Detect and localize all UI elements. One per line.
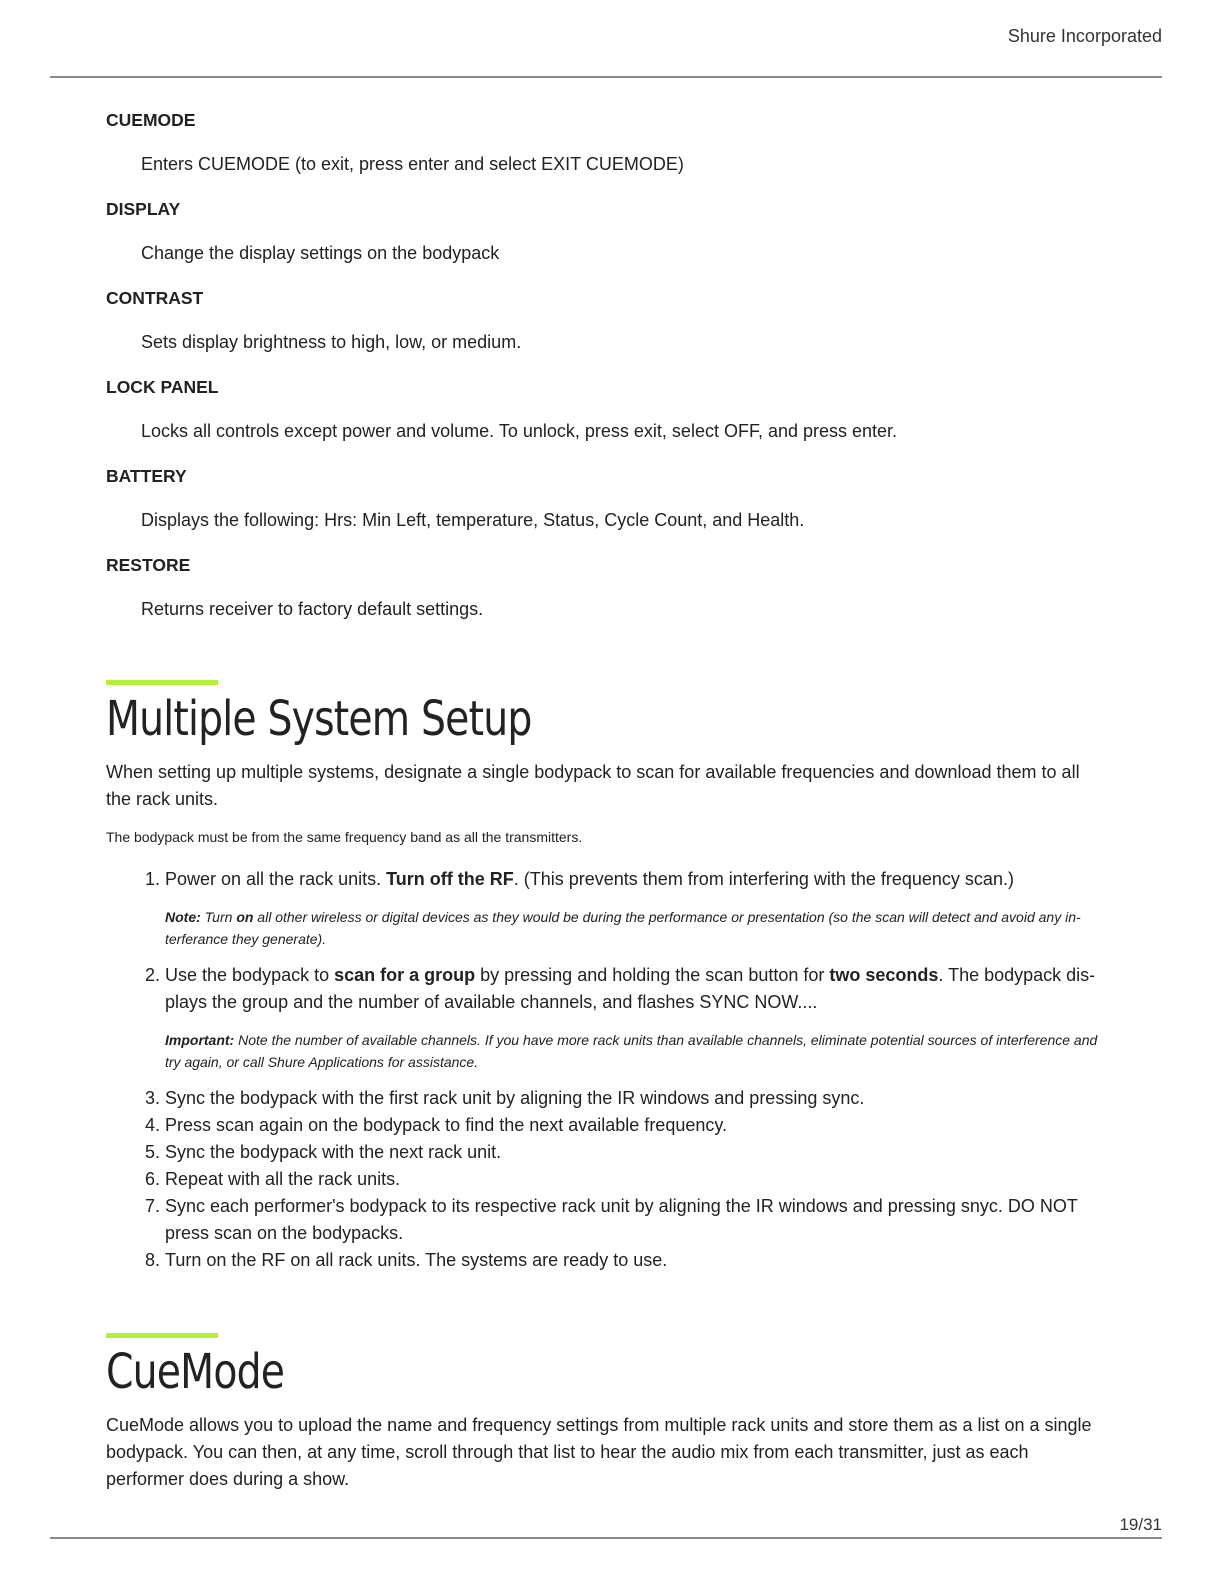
menu-definitions [106,108,1106,621]
list-item-step-7: 7. Sync each performer's bodypack to its respective rack unit by aligning the IR windows and pressing snyc. DO NOT press scan on the bodypacks. [165,1193,1106,1247]
section-accent-bar [106,680,218,685]
multiple-setup-note: The bodypack must be from the same frequency band as all the transmitters. [106,829,583,845]
def-desc-contrast: Sets display brightness to high, low, or medium. [141,332,522,352]
setup-steps-list [106,866,1106,1274]
list-item-step-6: 6. Repeat with all the rack units. [165,1166,1106,1193]
footer-divider [50,1537,1162,1539]
def-term-display: DISPLAY [106,199,181,219]
def-term-contrast: CONTRAST [106,288,204,308]
header-company: Shure Incorporated [1007,26,1162,46]
page-number: 19/31 [1119,1515,1162,1534]
list-item-step-5: 5. Sync the bodypack with the next rack unit. [165,1139,1106,1166]
emphasis-two-seconds: two seconds [829,965,939,985]
list-item-step-8: 8. Turn on the RF on all rack units. The systems are ready to use. [165,1247,1106,1274]
emphasis-turn-off-rf: Turn off the RF [386,869,514,889]
cuemode-intro: CueMode allows you to upload the name and frequency settings from multiple rack units and store them as a list on a single bodypack. You can then, at any time, scroll through that list to hear the audio mix from each transmitter, just as each performer does during a show. [106,1415,1092,1489]
multiple-setup-intro: When setting up multiple systems, designate a single bodypack to scan for available frequencies and download them to all the rack units. [106,762,1080,809]
step-important-note: Important: Note the number of available channels. If you have more rack units than available channels, eliminate potential sources of interference and try again, or call Shure Applications for assistance. [165,1032,1098,1070]
def-term-lock-panel: LOCK PANEL [106,377,219,397]
def-desc-restore: Returns receiver to factory default settings. [141,599,484,619]
def-desc-cuemode: Enters CUEMODE (to exit, press enter and select EXIT CUEMODE) [141,154,684,174]
list-item-step-1: 1. Power on all the rack units. Turn off the RF. (This prevents them from interfering with the frequency scan.) Note: Turn on all other wireless or digital devices as they would be during the performance or presentation (so the scan will detect and avoid any interferance they generate). [165,866,1106,950]
def-term-battery: BATTERY [106,466,187,486]
list-item-step-3: 3. Sync the bodypack with the first rack unit by aligning the IR windows and pressing sync. [165,1085,1106,1112]
def-desc-battery: Displays the following: Hrs: Min Left, temperature, Status, Cycle Count, and Health. [141,510,805,530]
def-term-restore: RESTORE [106,555,191,575]
section-title-cuemode: CueMode [106,1344,285,1400]
def-term-cuemode: CUEMODE [106,110,196,130]
def-desc-lock-panel: Locks all controls except power and volume. To unlock, press exit, select OFF, and press enter. [141,421,898,441]
emphasis-scan-for-group: scan for a group [334,965,476,985]
header-divider [50,76,1162,78]
step-note: Note: Turn on all other wireless or digital devices as they would be during the performance or presentation (so the scan will detect and avoid any interferance they generate). [165,909,1081,947]
list-item-step-4: 4. Press scan again on the bodypack to find the next available frequency. [165,1112,1106,1139]
def-desc-display: Change the display settings on the bodypack [141,243,500,263]
section-title-multiple-setup: Multiple System Setup [106,691,532,747]
list-item-step-2: 2. Use the bodypack to scan for a group by pressing and holding the scan button for two seconds. The bodypack displays the group and the number of available channels, and flashes SYNC NOW.... Important: Note the number of available channels. If you have more rack units than available channels, eliminate potential sources of interference and try again, or call Shure Applications for assistance. [165,962,1106,1073]
section-accent-bar [106,1333,218,1338]
page-content [106,108,1106,1493]
